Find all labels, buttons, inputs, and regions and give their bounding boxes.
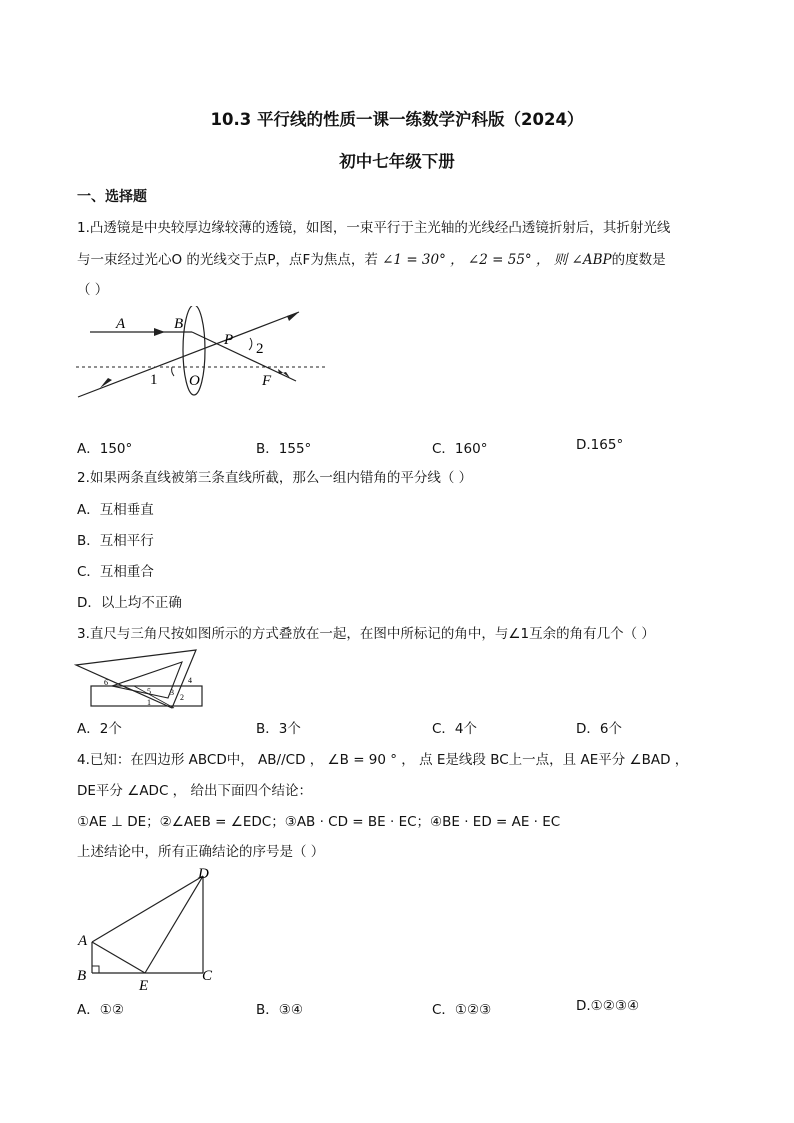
q4-line1: 4.已知：在四边形 ABCD中， AB//CD ， ∠B = 90 ° ， 点 E是线段 BC上一点，且 AE平分 ∠BAD ， bbox=[77, 752, 689, 768]
q1-line1: 1.凸透镜是中央较厚边缘较薄的透镜，如图，一束平行于主光轴的光线经凸透镜折射后，其折射光线 bbox=[77, 220, 671, 236]
arrow-icon bbox=[154, 328, 165, 336]
q4-option-c[interactable]: C．①②③ bbox=[432, 1002, 492, 1018]
q2-stem: 2.如果两条直线被第三条直线所截，那么一组内错角的平分线（ ） bbox=[77, 470, 473, 486]
refracted-ray bbox=[192, 332, 296, 381]
label-2: 2 bbox=[180, 693, 184, 702]
label-1: 1 bbox=[147, 698, 151, 707]
q4-option-a[interactable]: A．①② bbox=[77, 1002, 124, 1018]
label-6: 6 bbox=[104, 678, 108, 687]
q1-line2-text-b: 的度数是 bbox=[611, 252, 666, 268]
q3-stem: 3.直尺与三角尺按如图所示的方式叠放在一起，在图中所标记的角中，与∠1互余的角有几个（ ） bbox=[77, 626, 655, 642]
q3-option-c[interactable]: C．4个 bbox=[432, 721, 478, 737]
segment-de bbox=[145, 876, 203, 973]
q4-option-d[interactable]: D.①②③④ bbox=[576, 998, 640, 1014]
label-angle-1: 1 bbox=[150, 372, 158, 388]
page-subtitle: 初中七年级下册 bbox=[339, 152, 455, 171]
label-4: 4 bbox=[188, 676, 192, 685]
triangle-outer bbox=[76, 650, 196, 708]
q2-option-a[interactable]: A．互相垂直 bbox=[77, 502, 154, 518]
arrow-icon bbox=[287, 312, 299, 321]
angle2-arc bbox=[249, 338, 252, 350]
q3-option-b[interactable]: B．3个 bbox=[256, 721, 301, 737]
q1-angles: ∠1 = 30° ， ∠2 = 55° ， 则 ∠ABP bbox=[382, 252, 612, 268]
q1-line2-text-a: 与一束经过光心O 的光线交于点P，点F为焦点，若 bbox=[77, 252, 383, 268]
label-3: 3 bbox=[170, 688, 174, 697]
label-b: B bbox=[77, 968, 87, 984]
q2-option-b[interactable]: B．互相平行 bbox=[77, 533, 154, 549]
q4-line4: 上述结论中，所有正确结论的序号是（ ） bbox=[77, 844, 325, 860]
q4-quadrilateral-figure bbox=[74, 864, 224, 994]
label-c: C bbox=[202, 968, 213, 984]
q3-ruler-triangle-figure bbox=[74, 648, 206, 710]
label-5: 5 bbox=[147, 687, 151, 696]
q1-option-a[interactable]: A．150° bbox=[77, 441, 133, 457]
arrow-icon bbox=[278, 369, 290, 378]
side-da bbox=[92, 876, 203, 942]
q1-option-c[interactable]: C．160° bbox=[432, 441, 488, 457]
label-a: A bbox=[116, 316, 126, 332]
label-p: P bbox=[224, 332, 234, 348]
q3-option-a[interactable]: A．2个 bbox=[77, 721, 122, 737]
section-heading: 一、选择题 bbox=[77, 189, 147, 205]
label-o: O bbox=[189, 373, 200, 389]
label-b: B bbox=[174, 316, 184, 332]
q2-option-d[interactable]: D．以上均不正确 bbox=[77, 595, 182, 611]
q1-line3: （ ） bbox=[77, 282, 109, 298]
angle1-arc bbox=[172, 367, 174, 376]
segment-ae bbox=[92, 942, 145, 973]
q1-option-d[interactable]: D.165° bbox=[576, 437, 624, 453]
page-title: 10.3 平行线的性质一课一练数学沪科版（2024） bbox=[210, 110, 584, 129]
q4-line2: DE平分 ∠ADC ， 给出下面四个结论： bbox=[77, 783, 312, 799]
q4-option-b[interactable]: B．③④ bbox=[256, 1002, 303, 1018]
label-a: A bbox=[78, 933, 88, 949]
label-e: E bbox=[139, 978, 149, 994]
label-d: D bbox=[198, 866, 209, 882]
q1-lens-figure bbox=[74, 306, 334, 401]
q2-option-c[interactable]: C．互相重合 bbox=[77, 564, 154, 580]
q1-option-b[interactable]: B．155° bbox=[256, 441, 312, 457]
q4-conclusions: ①AE ⊥ DE；②∠AEB = ∠EDC；③AB · CD = BE · EC；④BE · ED = AE · EC bbox=[77, 814, 561, 830]
label-angle-2: 2 bbox=[256, 341, 264, 357]
label-f: F bbox=[262, 373, 272, 389]
q3-option-d[interactable]: D．6个 bbox=[576, 721, 622, 737]
right-angle-mark bbox=[92, 966, 99, 973]
q1-line2 bbox=[77, 248, 666, 268]
